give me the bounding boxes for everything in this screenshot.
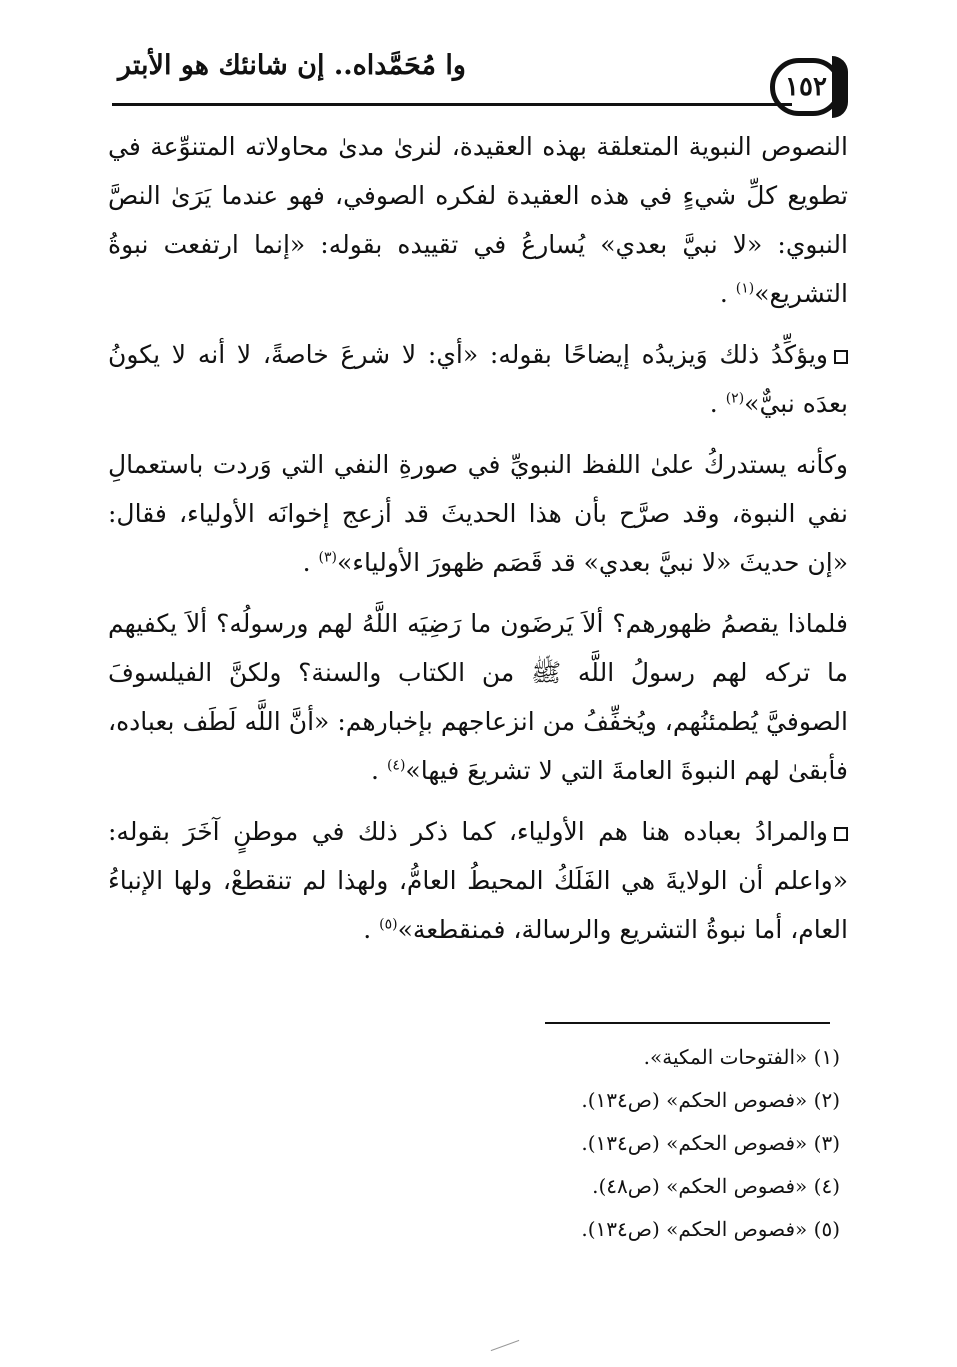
paragraph-tail: .	[371, 756, 387, 785]
footnote-ref: (٥)	[379, 916, 398, 933]
footnote-ref: (٢)	[725, 390, 745, 407]
footnote: (١) «الفتوحات المكية».	[643, 1045, 840, 1069]
paragraph-tail: .	[302, 548, 319, 577]
square-bullet-icon	[834, 827, 848, 841]
paragraph	[108, 122, 848, 318]
paragraph-text: النصوص النبوية المتعلقة بهذه العقيدة، لنرىٰ مدىٰ محاولاته المتنوِّعة في تطويع كلِّ شيءٍ في هذه العقيدة لفكره الصوفي، فهو عندما يَرَىٰ النصَّ النبوي: «لا نبيَّ بعدي» يُسارعُ في تقييده بقوله: «إنما ارتفعت نبوةُ التشريع»	[108, 132, 848, 308]
paragraph-tail: .	[363, 915, 380, 944]
page-number-badge-cap	[832, 56, 848, 118]
body-text	[108, 122, 848, 954]
footnote: (٥) «فصوص الحكم» (ص١٣٤).	[581, 1217, 840, 1241]
footnote: (٤) «فصوص الحكم» (ص٤٨).	[592, 1174, 840, 1198]
footnote-ref: (٤)	[386, 757, 406, 774]
footnote-ref: (١)	[735, 280, 755, 297]
footnote: (٣) «فصوص الحكم» (ص١٣٤).	[581, 1131, 840, 1155]
footnote-ref: (٣)	[318, 549, 337, 566]
paragraph-text: وكأنه يستدركُ علىٰ اللفظ النبويِّ في صورةِ النفي التي وَردت باستعمالِ نفي النبوة، وقد صرَّح بأن هذا الحديثَ قد أزعج إخوانَه الأولياء، فقال: «إن حديثَ «لا نبيَّ بعدي» قد قَصَم ظهورَ الأولياء»	[108, 450, 848, 577]
footnotes	[400, 1036, 840, 1251]
page-number: ١٥٢	[785, 72, 827, 102]
header-rule	[112, 103, 792, 106]
paragraph	[108, 440, 848, 587]
footnote-rule	[545, 1022, 830, 1024]
paragraph	[108, 599, 848, 795]
paragraph	[108, 807, 848, 954]
running-header-title: وا مُحَمَّداه.. إن شانئك هو الأبتر	[118, 50, 466, 81]
paragraph	[108, 330, 848, 428]
square-bullet-icon	[834, 350, 848, 364]
paragraph-text: فلماذا يقصمُ ظهورهم؟ ألاَ يَرضَون ما رَضِيَه اللَّهُ لهم ورسولُه؟ ألاَ يكفيهم ما تركه لهم رسولُ اللَّه ﷺ من الكتاب والسنة؟ ولكنَّ الفيلسوفَ الصوفيَّ يُطمئنُهم، ويُخفِّفُ من انزعاجهم بإخبارهم: «أنَّ اللَّه لَطَف بعباده، فأبقىٰ لهم النبوةَ العامةَ التي لا تشريعَ فيها»	[108, 609, 848, 785]
scan-mark	[491, 1340, 520, 1351]
paragraph-tail: .	[719, 279, 736, 308]
footnote: (٢) «فصوص الحكم» (ص١٣٤).	[581, 1088, 840, 1112]
paragraph-text: ويؤكِّدُ ذلك وَيزيدُه إيضاحًا بقوله: «أي: لا شرعَ خاصةً، لا أنه لا يكونُ بعدَه نبيٌّ»	[108, 340, 848, 418]
paragraph-text: والمرادُ بعباده هنا هم الأولياء، كما ذكر ذلك في موطنٍ آخَرَ بقوله: «واعلم أن الولايةَ هي الفَلَكُ المحيطُ العامُّ، ولهذا لم تنقطعْ، ولها الإنباءُ العام، أما نبوةُ التشريع والرسالة، فمنقطعة»	[108, 817, 848, 944]
paragraph-tail: .	[709, 389, 726, 418]
